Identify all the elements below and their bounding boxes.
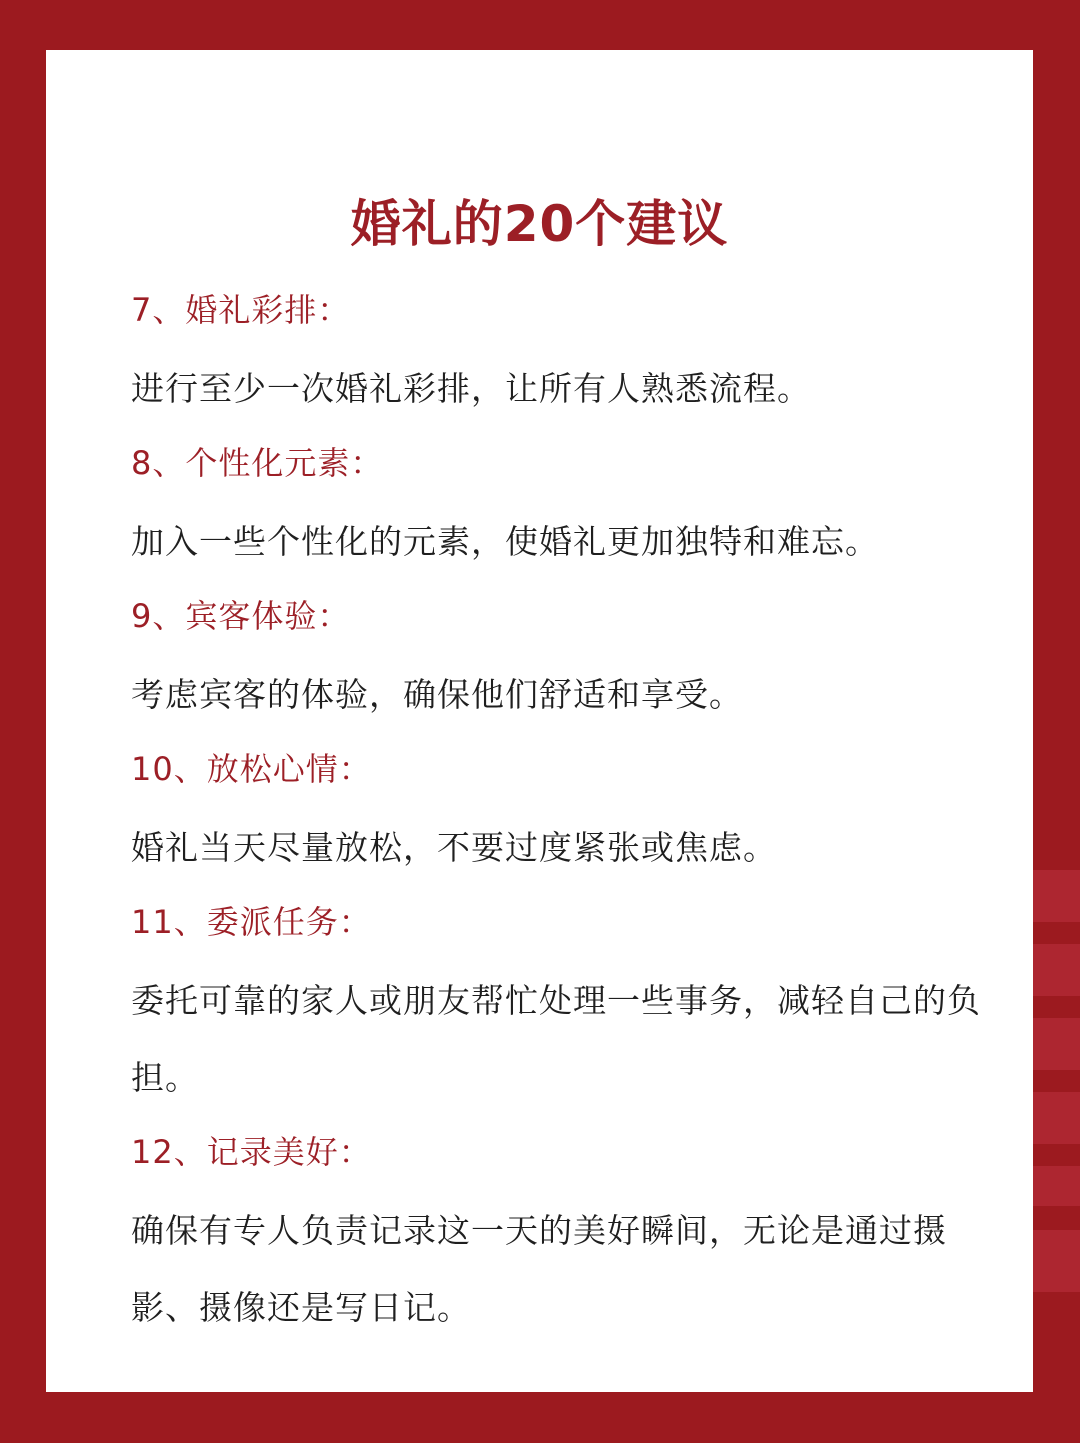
tip-body-10: 婚礼当天尽量放松，不要过度紧张或焦虑。 (131, 828, 777, 867)
decorative-stripe (1032, 1166, 1080, 1206)
tip-heading-12: 12、记录美好： (131, 1133, 372, 1171)
tip-heading-9: 9、宾客体验： (131, 597, 351, 635)
tip-heading-8: 8、个性化元素： (131, 444, 384, 482)
content-card (46, 50, 1033, 1392)
decorative-stripe (1032, 1230, 1080, 1292)
decorative-stripe (1032, 1092, 1080, 1144)
page-title: 婚礼的20个建议 (350, 195, 729, 253)
decorative-stripe (1032, 870, 1080, 922)
tip-body-8: 加入一些个性化的元素，使婚礼更加独特和难忘。 (131, 522, 879, 561)
tip-body-12: 确保有专人负责记录这一天的美好瞬间，无论是通过摄影、摄像还是写日记。 (131, 1211, 947, 1327)
decorative-stripe (1032, 1018, 1080, 1070)
tip-body-11: 委托可靠的家人或朋友帮忙处理一些事务，减轻自己的负担。 (131, 981, 981, 1097)
tip-body-7: 进行至少一次婚礼彩排，让所有人熟悉流程。 (131, 369, 811, 408)
tip-heading-11: 11、委派任务： (131, 903, 372, 941)
tip-body-9: 考虑宾客的体验，确保他们舒适和享受。 (131, 675, 743, 714)
tip-heading-10: 10、放松心情： (131, 750, 372, 788)
decorative-stripe (1032, 944, 1080, 996)
tip-heading-7: 7、婚礼彩排： (131, 291, 351, 329)
